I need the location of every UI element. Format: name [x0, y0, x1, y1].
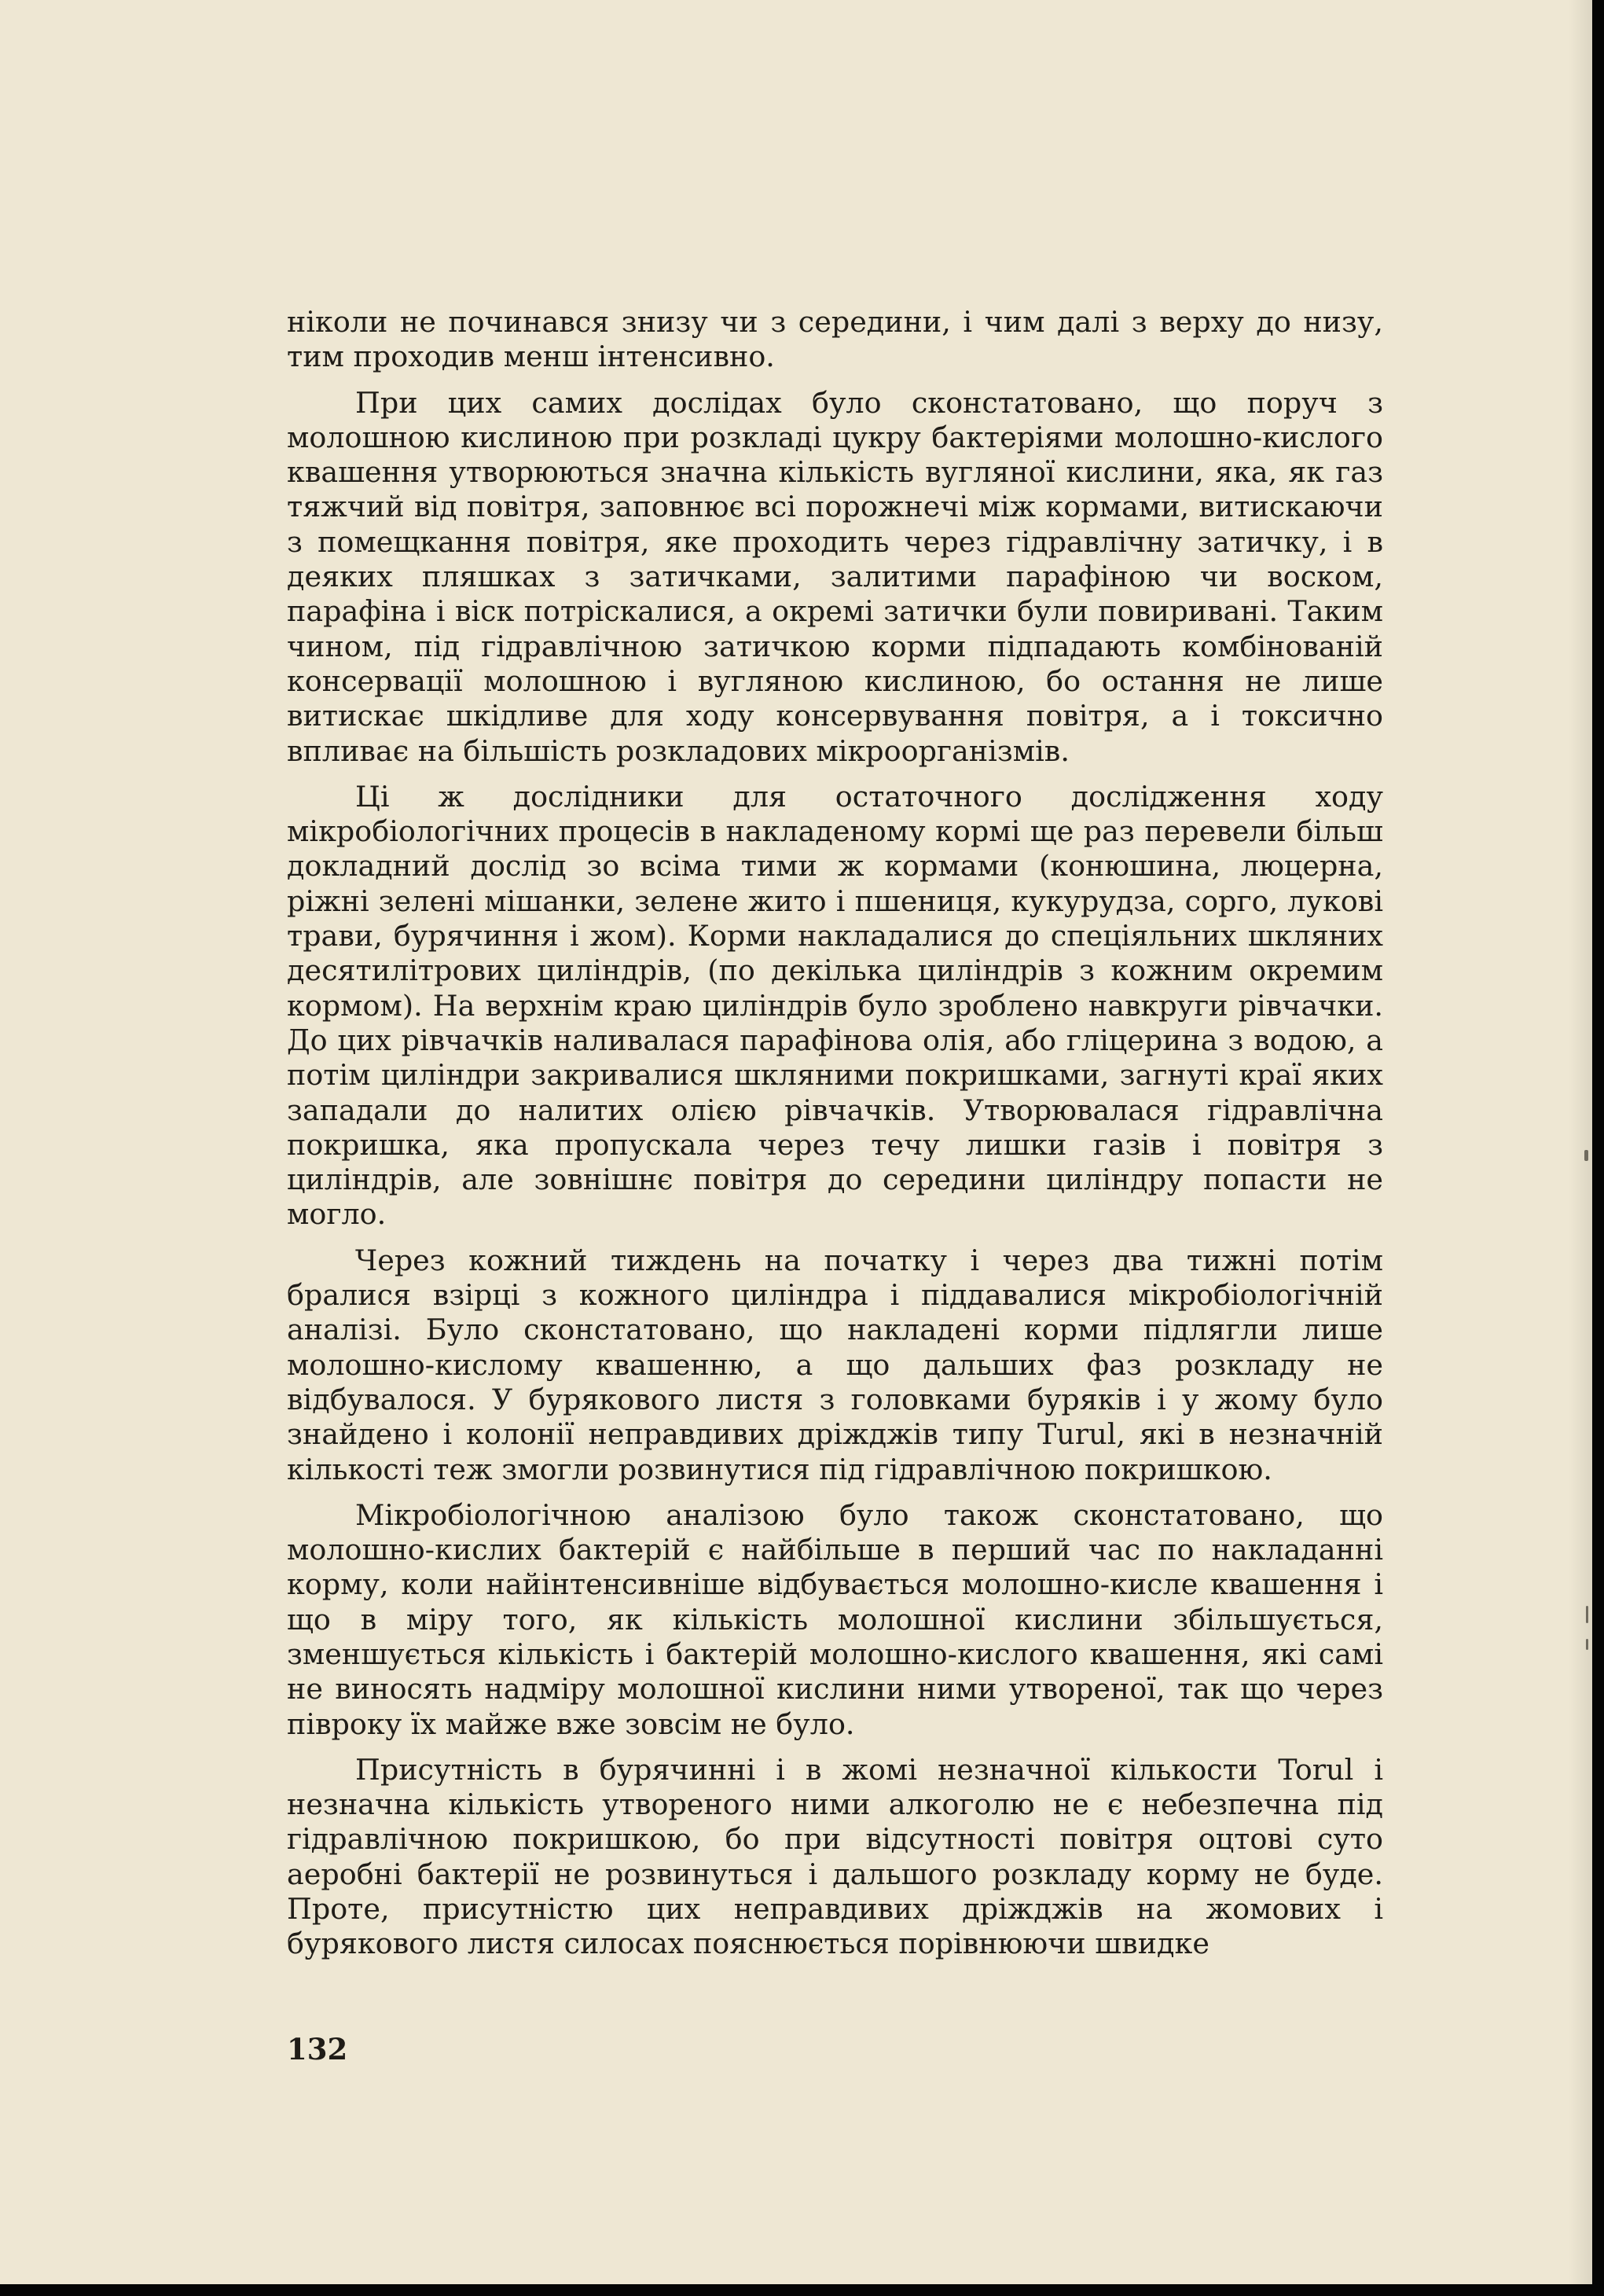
- paragraph-3: Ці ж дослідники для остаточного дослідження ходу мікробіологічних процесів в накладеному кормі ще раз перевели більш докладний дослід зо всіма тими ж кормами (конюшина, люцерна, ріжні зелені мішанки, зелене жито і пшениця, кукурудза, сорго, лукові трави, бурячиння і жом). Корми накладалися до спеціяльних шкляних десятилітрових циліндрів, (по декілька циліндрів з кожним окремим кормом). На верхнім краю циліндрів було зроблено навкруги рівчачки. До цих рівчачків наливалася парафінова олія, або гліцерина з водою, а потім циліндри закривалися шкляними покришками, загнуті краї яких западали до налитих олією рівчачків. Утворювалася гідравлічна покришка, яка пропускала через течу лишки газів і повітря з циліндрів, але зовнішнє повітря до середини циліндру попасти не могло.: [287, 779, 1383, 1232]
- margin-speck: [1586, 1606, 1588, 1623]
- margin-speck: [1586, 1639, 1588, 1650]
- margin-speck: [1584, 1150, 1588, 1161]
- paragraph-5: Мікробіологічною аналізою було також сконстатовано, що молошно-кислих бактерій є найбільше в перший час по накладанні корму, коли найінтенсивніше відбувається молошно-кисле квашення і що в міру того, як кількість молошної кислини збільшується, зменшується кількість і бактерій молошно-кислого квашення, які самі не виносять надміру молошної кислини ними утвореної, так що через півроку їх майже вже зовсім не було.: [287, 1497, 1383, 1741]
- page-edge-shadow: [1569, 0, 1592, 2284]
- paragraph-6: Присутність в бурячинні і в жомі незначної кількости Torul і незначна кількість утвореного ними алкоголю не є небезпечна під гідравлічною покришкою, бо при відсутності повітря оцтові суто аеробні бактерії не розвинуться і дальшого розкладу корму не буде. Проте, присутністю цих неправдивих дріжджів на жомових і бурякового листя силосах пояснюється порівнюючи швидке: [287, 1752, 1383, 1961]
- paragraph-4: Через кожний тиждень на початку і через два тижні потім бралися взірці з кожного циліндра і піддавалися мікробіологічній аналізі. Було сконстатовано, що накладені корми підлягли лише молошно-кислому квашенню, а що дальших фаз розкладу не відбувалося. У бурякового листя з головками буряків і у жому було знайдено і колонії неправдивих дріжджів типу Turul, які в незначній кількості теж змогли розвинутися під гідравлічною покришкою.: [287, 1243, 1383, 1486]
- page-number: 132: [287, 2032, 348, 2066]
- paragraph-1: ніколи не починався знизу чи з середини, і чим далі з верху до низу, тим проходив менш інтенсивно.: [287, 305, 1383, 374]
- body-text: [287, 305, 1383, 1973]
- paragraph-2: При цих самих дослідах було сконстатовано, що поруч з молошною кислиною при розкладі цукру бактеріями молошно-кислого квашення утворюються значна кількість вугляної кислини, яка, як газ тяжчий від повітря, заповнює всі порожнечі між кормами, витискаючи з помещкання повітря, яке проходить через гідравлічну затичку, і в деяких пляшках з затичками, залитими парафіною чи воском, парафіна і віск потріскалися, а окремі затички були повиривані. Таким чином, під гідравлічною затичкою корми підпадають комбінованій консервації молошною і вугляною кислиною, бо остання не лише витискає шкідливе для ходу консервування повітря, а і токсично впливає на більшість розкладових мікроорганізмів.: [287, 385, 1383, 768]
